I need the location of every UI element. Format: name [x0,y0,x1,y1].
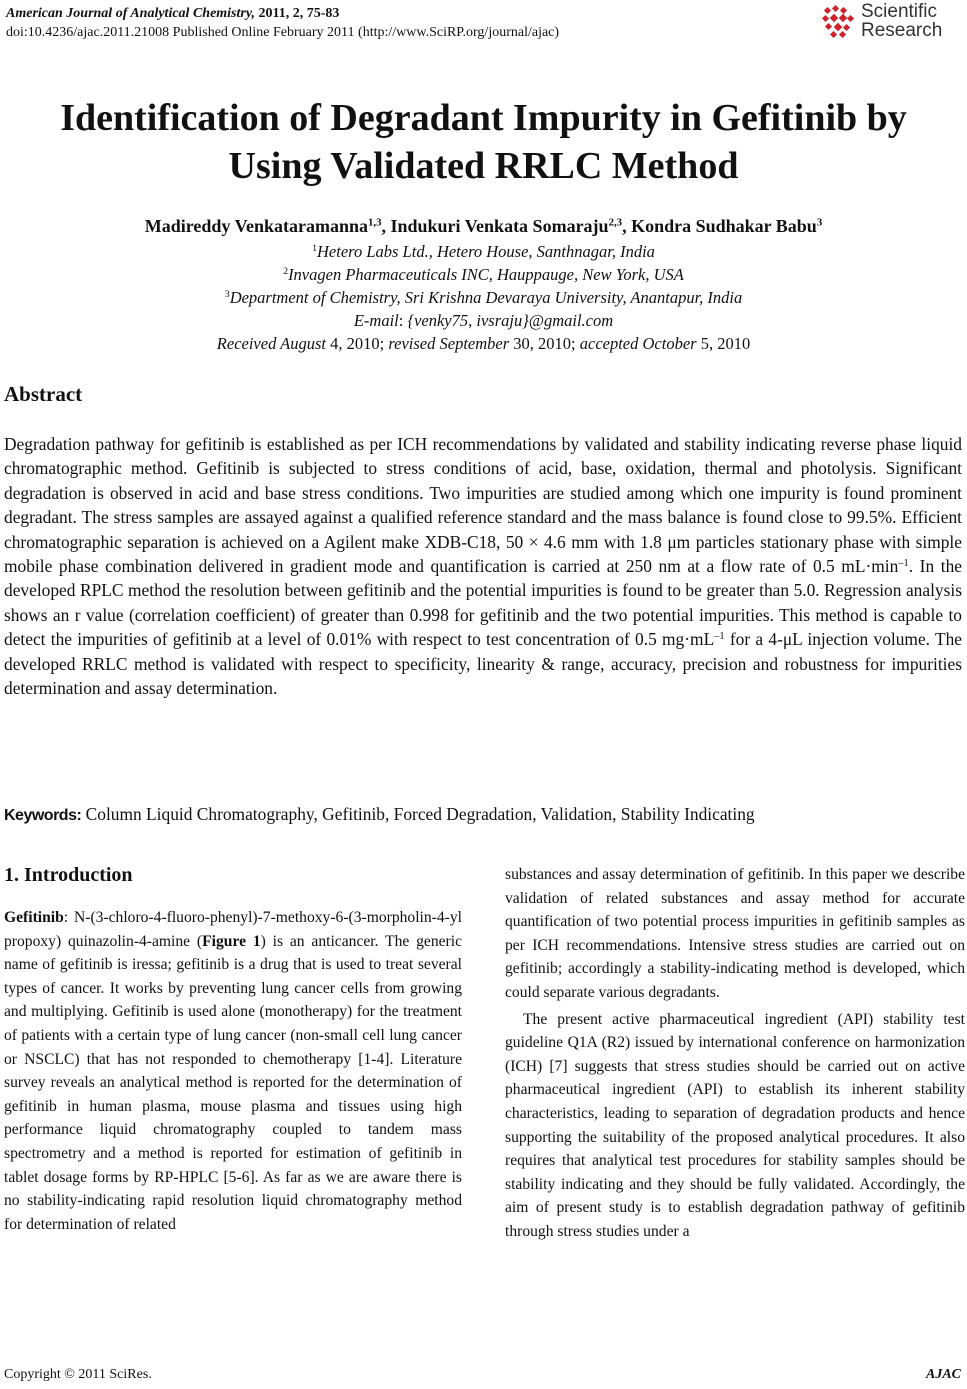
intro-paragraph: The present active pharmaceutical ingredient (API) stability test guideline Q1A (R2) issued by international conference on harmonization (ICH) [7] suggests that stress studies should be carried out on active pharmaceutical ingredient (API) to establish its inherent stability characteristics, leading to separation of degradation products and hence supporting the suitability of the proposed analytical procedures. It also requires that analytical test procedures for stability samples should be stability indicating and they should be fully validated. Accordingly, the aim of present study is to establish degradation pathway of gefitinib through stress studies under a [505,1010,965,1240]
author-affiliation-marker: 3 [816,216,823,229]
footer-copyright: Copyright © 2011 SciRes. [4,1367,152,1382]
paper-title-text: Identification of Degradant Impurity in Gefitinib by Using Validated RRLC Method [60,97,907,187]
author-name: Kondra Sudhakar Babu [631,216,817,236]
paper-title [0,94,967,190]
logo-line-2: Research [861,20,943,41]
keywords-text: Column Liquid Chromatography, Gefitinib, Forced Degradation, Validation, Stability Indicating [85,804,755,824]
affiliation [0,240,967,263]
logo-line-1: Scientific [861,1,938,22]
journal-volume: 2011, 2, 75-83 [258,6,340,21]
intro-paragraph [4,906,462,1236]
email-label: E-mail [353,311,399,330]
affiliation-marker: 2 [283,266,289,278]
logo-text [861,2,942,40]
intro-paragraph: substances and assay determination of gefitinib. In this paper we describe validation of related substances and assay method for accurate quantification of two potential process impurities in gefitinib samples as per ICH recommendations. Intensive stress studies are carried out on gefitinib; accordingly a stability-indicating method is developed, which could separate various degradants. [505,866,965,1001]
intro-text: : N-(3-chloro-4-fluoro-phenyl)-7-methoxy-6-(3-morpholin-4-yl propoxy) quinazolin-4-amine ( [4,909,462,950]
journal-citation [6,4,559,23]
publisher-logo [821,2,961,46]
accepted-label: accepted October [579,334,697,353]
email-address: {venky75, ivsraju}@gmail.com [407,311,614,330]
footer-journal-abbr: AJAC [925,1367,961,1382]
affiliation-marker: 1 [312,243,317,255]
abstract-text: for a 4-μL injection volume. The developed RRLC method is validated with respect to specificity, linearity & range, accuracy, precision and robustness for impurities determination and assay determination. [4,629,962,699]
author-name: Madireddy Venkataramanna [144,216,368,236]
abstract-superscript: –1 [714,631,725,642]
affiliation-text: Hetero Labs Ltd., Hetero House, Santhnagar, India [317,242,655,261]
scientific-research-logo-icon [821,4,857,40]
author-affiliation-marker: 1,3 [367,216,382,229]
affiliation [0,263,967,286]
abstract-superscript: –1 [898,557,909,569]
journal-name: American Journal of Analytical Chemistry, [6,6,256,21]
affiliation-text: Department of Chemistry, Sri Krishna Devaraya University, Anantapur, India [229,288,743,307]
journal-header [6,4,559,42]
intro-left-column [4,906,462,1236]
intro-text: ) is an anticancer. The generic name of gefitinib is iressa; gefitinib is a drug that is used to treat several types of cancer. It works by preventing lung cancer cells from growing and multiplying. Gefitinib is used alone (monotherapy) for the treatment of patients with a certain type of lung cancer (non-small cell lung cancer or NSCLC) that has not responded to chemotherapy [1-4]. Literature survey reveals an analytical method is reported for the determination of gefitinib in human plasma, mouse plasma and tissues using high performance liquid chromatography coupled to tandem mass spectrometry and a method is reported for estimation of gefitinib in tablet dosage forms by RP-HPLC [5-6]. As far as we are aware there is no stability-indicating rapid resolution liquid chromatography method for determination of related [4,932,463,1233]
dates-line [0,332,967,355]
keywords-label: Keywords: [4,807,82,824]
abstract-heading: Abstract [4,382,83,406]
introduction-heading: 1. Introduction [4,864,133,886]
received-date: 4, 2010; [330,334,385,353]
revised-date: 30, 2010; [513,334,576,353]
affiliation [0,286,967,309]
figure-reference: Figure 1 [202,932,261,950]
email-line: E-mail: {venky75, ivsraju}@gmail.com [353,311,614,330]
accepted-date: 5, 2010 [700,334,751,353]
abstract-text: . In the developed RPLC method the resolution between gefitinib and the potential impurities is found to be greater than 5.0. Regression analysis shows an r value (correlation coefficient) of greater than 0.998 for gefitinib and the two potential impurities. This method is capable to detect the impurities of gefitinib at a level of 0.01% with respect to test concentration of 0.5 mg·mL [4,556,962,650]
keywords-line [4,802,755,828]
doi-line: doi:10.4236/ajac.2011.21008 Published Online February 2011 (http://www.SciRP.org/journal/ajac) [6,25,560,40]
abstract-body [4,432,962,700]
revised-label: revised September [388,334,510,353]
intro-right-column [505,863,965,1244]
abstract-text: Degradation pathway for gefitinib is established as per ICH recommendations by validated and stability indicating reverse phase liquid chromatographic method. Gefitinib is subjected to stress conditions of acid, base, oxidation, thermal and photolysis. Significant degradation is observed in acid and base stress conditions. Two impurities are studied among which one impurity is found prominent degradant. The stress samples are assayed against a qualified reference standard and the mass balance is found close to 99.5%. Efficient chromatographic separation is achieved on a Agilent make XDB-C18, 50 × 4.6 mm with 1.8 μm particles stationary phase with simple mobile phase combination delivered in gradient mode and quantification is carried at 250 nm at a flow rate of 0.5 mL·min [4,434,962,577]
intro-lead-term: Gefitinib [4,909,64,926]
affiliation-text: Invagen Pharmaceuticals INC, Hauppauge, New York, USA [288,265,684,284]
author-name: Indukuri Venkata Somaraju [390,216,609,236]
affiliation-marker: 3 [224,289,230,301]
author-list: Madireddy Venkataramanna$^{1,3}$, Indukuri Venkata Somaraju$^{2,3}$, Kondra Sudhakar Babu$^3$ [144,216,823,236]
author-affiliation-marker: 2,3 [608,216,623,229]
received-label: Received August [216,334,326,353]
